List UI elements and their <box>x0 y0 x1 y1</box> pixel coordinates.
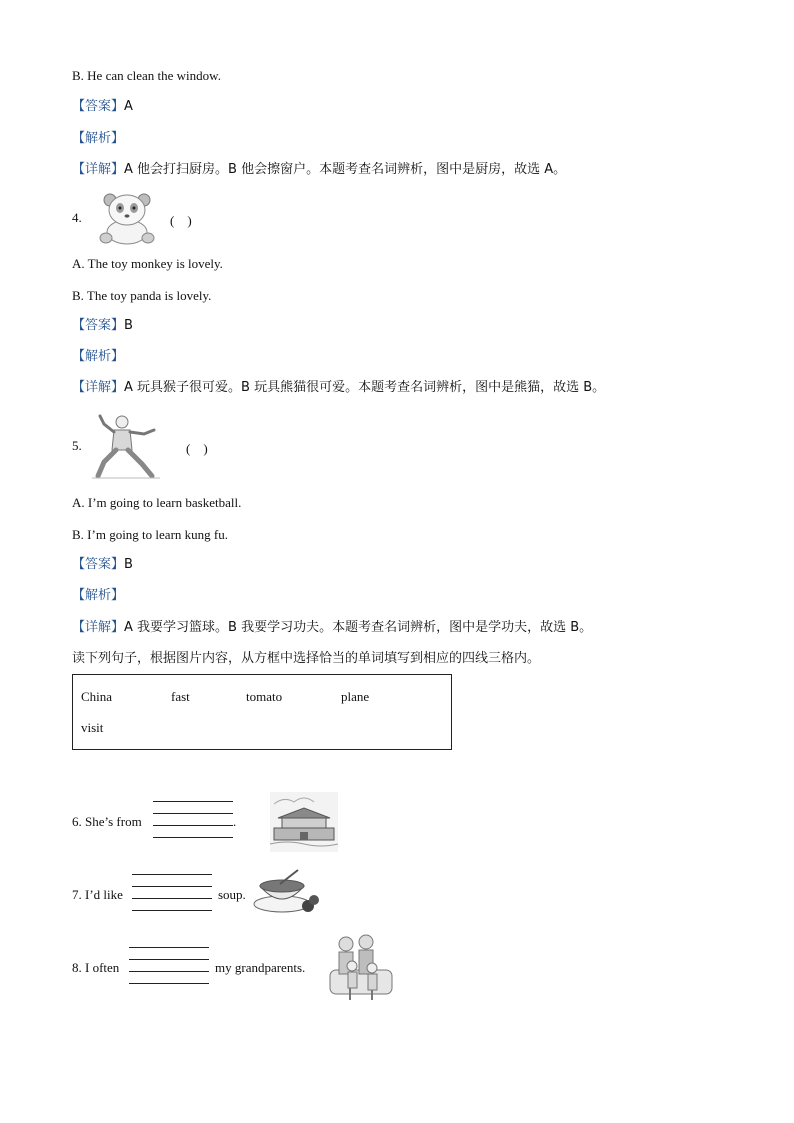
q3-option-b: B. He can clean the window. <box>72 68 221 83</box>
q5-option-a: A. I’m going to learn basketball. <box>72 495 242 510</box>
q8-writing-lines[interactable] <box>129 947 209 987</box>
detail-label: 【详解】 <box>72 162 125 177</box>
q4-detail <box>72 380 605 396</box>
q7-writing-lines[interactable] <box>132 874 212 914</box>
word-option: plane <box>341 689 370 704</box>
q3-detail <box>72 162 566 178</box>
answer-value: B <box>124 318 133 333</box>
answer-label: 【答案】 <box>72 99 125 114</box>
q5-answer-paren: ( ) <box>186 441 208 456</box>
word-option: tomato <box>246 689 283 704</box>
analysis-label: 【解析】 <box>72 349 125 364</box>
kung-fu-image <box>92 410 160 480</box>
q7-text-before: 7. I’d like <box>72 887 123 902</box>
q4-option-b: B. The toy panda is lovely. <box>72 288 212 303</box>
q3-analysis-label <box>72 131 124 147</box>
q3-answer <box>72 99 133 115</box>
word-option: fast <box>171 689 190 704</box>
detail-label: 【详解】 <box>72 620 125 635</box>
q6-text-after: . <box>233 814 237 829</box>
q4-analysis-label <box>72 349 124 365</box>
toy-panda-image <box>98 190 156 246</box>
q6-text-before: 6. She’s from <box>72 814 142 829</box>
q4-number: 4. <box>72 210 82 225</box>
tomato-soup-image <box>252 868 322 916</box>
tiananmen-image <box>270 792 338 852</box>
q8-text-after: my grandparents. <box>215 960 306 975</box>
q5-detail <box>72 620 592 636</box>
word-box <box>72 674 452 750</box>
answer-value: A <box>124 99 133 114</box>
section-instructions: 读下列句子，根据图片内容，从方框中选择恰当的单词填写到相应的四线三格内。 <box>72 651 541 666</box>
q6-writing-lines[interactable] <box>153 801 233 841</box>
detail-text: A 他会打扫厨房。B 他会擦窗户。本题考查名词辨析，图中是厨房，故选 A。 <box>124 162 567 177</box>
q5-number: 5. <box>72 438 82 453</box>
q8-text-before: 8. I often <box>72 960 120 975</box>
answer-label: 【答案】 <box>72 318 125 333</box>
q4-answer-paren: ( ) <box>170 213 192 228</box>
answer-label: 【答案】 <box>72 557 125 572</box>
detail-text: A 玩具猴子很可爱。B 玩具熊猫很可爱。本题考查名词辨析，图中是熊猫，故选 B。 <box>124 380 606 395</box>
q5-answer <box>72 557 133 573</box>
grandparents-image <box>326 930 396 1002</box>
analysis-label: 【解析】 <box>72 588 125 603</box>
analysis-label: 【解析】 <box>72 131 125 146</box>
answer-value: B <box>124 557 133 572</box>
q5-option-b: B. I’m going to learn kung fu. <box>72 527 228 542</box>
word-option: visit <box>81 720 104 735</box>
detail-text: A 我要学习篮球。B 我要学习功夫。本题考查名词辨析，图中是学功夫，故选 B。 <box>124 620 593 635</box>
detail-label: 【详解】 <box>72 380 125 395</box>
q4-option-a: A. The toy monkey is lovely. <box>72 256 223 271</box>
q5-analysis-label <box>72 588 124 604</box>
q4-answer <box>72 318 133 334</box>
word-option: China <box>81 689 113 704</box>
q7-text-after: soup. <box>218 887 246 902</box>
